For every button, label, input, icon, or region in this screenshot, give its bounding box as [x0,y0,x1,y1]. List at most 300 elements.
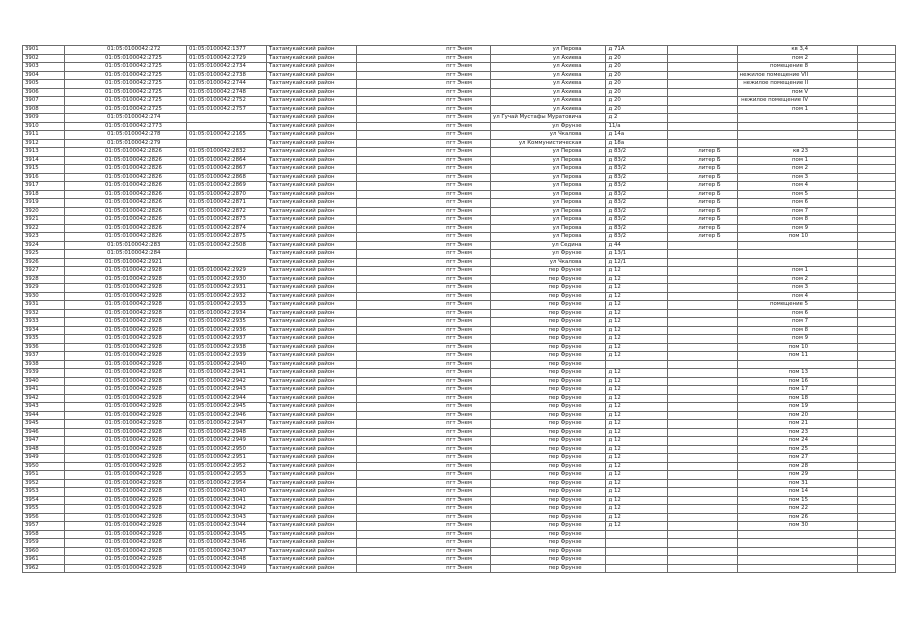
liter-cell [667,267,737,276]
house-cell: д 12 [605,454,667,463]
house-cell [605,360,667,369]
house-cell: д 20 [605,80,667,89]
house-cell: д 20 [605,63,667,72]
settlement-cell: пгт Энем [357,539,491,548]
cadastral-number-cell: 01:05:0100042:2928 [65,564,187,573]
extra-cell [858,216,896,225]
premises-cell: пом 23 [737,428,858,437]
cadastral-number-cell: 01:05:0100042:2826 [65,156,187,165]
district-cell: Тахтамукайский район [267,165,357,174]
table-row [23,190,896,199]
street-cell: ул Перова [491,216,606,225]
street-cell: пер Фрунзе [491,488,606,497]
table-row [23,360,896,369]
premises-cell: пом 1 [737,156,858,165]
liter-cell [667,105,737,114]
object-number-cell [187,122,267,131]
row-number-cell: 3946 [23,428,65,437]
premises-cell: пом 26 [737,513,858,522]
district-cell: Тахтамукайский район [267,301,357,310]
extra-cell [858,360,896,369]
liter-cell [667,250,737,259]
premises-cell [737,530,858,539]
table-row [23,377,896,386]
premises-cell [737,250,858,259]
district-cell: Тахтамукайский район [267,275,357,284]
liter-cell [667,386,737,395]
district-cell: Тахтамукайский район [267,182,357,191]
object-number-cell: 01:05:0100042:2947 [187,420,267,429]
cadastral-number-cell: 01:05:0100042:2928 [65,284,187,293]
settlement-cell: пгт Энем [357,292,491,301]
row-number-cell: 3933 [23,318,65,327]
cadastral-number-cell: 01:05:0100042:2928 [65,479,187,488]
premises-cell [737,547,858,556]
liter-cell [667,437,737,446]
extra-cell [858,88,896,97]
premises-cell: пом 16 [737,377,858,386]
extra-cell [858,352,896,361]
row-number-cell: 3913 [23,148,65,157]
house-cell: д 12 [605,403,667,412]
house-cell: д 12 [605,326,667,335]
house-cell [605,564,667,573]
district-cell: Тахтамукайский район [267,224,357,233]
settlement-cell: пгт Энем [357,105,491,114]
district-cell: Тахтамукайский район [267,318,357,327]
liter-cell [667,309,737,318]
table-row [23,122,896,131]
premises-cell: нежилое помещение II [737,80,858,89]
row-number-cell: 3958 [23,530,65,539]
liter-cell [667,326,737,335]
row-number-cell: 3919 [23,199,65,208]
premises-cell: пом 27 [737,454,858,463]
row-number-cell: 3909 [23,114,65,123]
street-cell: пер Фрунзе [491,326,606,335]
extra-cell [858,539,896,548]
house-cell: д 12 [605,335,667,344]
street-cell: ул Ахиева [491,80,606,89]
row-number-cell: 3920 [23,207,65,216]
table-row [23,80,896,89]
cadastral-number-cell: 01:05:0100042:2725 [65,97,187,106]
liter-cell [667,139,737,148]
object-number-cell: 01:05:0100042:2873 [187,216,267,225]
house-cell: д 12 [605,428,667,437]
liter-cell [667,454,737,463]
street-cell: пер Фрунзе [491,522,606,531]
premises-cell: пом 8 [737,216,858,225]
cadastral-number-cell: 01:05:0100042:2928 [65,403,187,412]
premises-cell: пом 1 [737,105,858,114]
district-cell: Тахтамукайский район [267,54,357,63]
table-row [23,369,896,378]
extra-cell [858,122,896,131]
row-number-cell: 3921 [23,216,65,225]
object-number-cell: 01:05:0100042:2949 [187,437,267,446]
table-row [23,148,896,157]
object-number-cell: 01:05:0100042:2867 [187,165,267,174]
liter-cell [667,547,737,556]
row-number-cell: 3923 [23,233,65,242]
row-number-cell: 3960 [23,547,65,556]
row-number-cell: 3910 [23,122,65,131]
object-number-cell: 01:05:0100042:3040 [187,488,267,497]
object-number-cell: 01:05:0100042:2937 [187,335,267,344]
district-cell: Тахтамукайский район [267,216,357,225]
street-cell: пер Фрунзе [491,556,606,565]
house-cell: д 12 [605,522,667,531]
row-number-cell: 3943 [23,403,65,412]
liter-cell: литер Б [667,190,737,199]
liter-cell: литер Б [667,224,737,233]
extra-cell [858,63,896,72]
district-cell: Тахтамукайский район [267,292,357,301]
row-number-cell: 3906 [23,88,65,97]
street-cell: ул Коммунистическая [491,139,606,148]
cadastral-number-cell: 01:05:0100042:2826 [65,216,187,225]
premises-cell: пом 1 [737,267,858,276]
district-cell: Тахтамукайский район [267,454,357,463]
table-row [23,513,896,522]
object-number-cell: 01:05:0100042:2930 [187,275,267,284]
liter-cell [667,462,737,471]
house-cell: д 12 [605,445,667,454]
street-cell: пер Фрунзе [491,309,606,318]
house-cell: д 12 [605,437,667,446]
premises-cell: помещение 8 [737,63,858,72]
row-number-cell: 3930 [23,292,65,301]
extra-cell [858,335,896,344]
extra-cell [858,547,896,556]
premises-cell: пом 9 [737,335,858,344]
premises-cell [737,258,858,267]
district-cell: Тахтамукайский район [267,411,357,420]
settlement-cell: пгт Энем [357,80,491,89]
object-number-cell: 01:05:0100042:1377 [187,46,267,55]
extra-cell [858,428,896,437]
row-number-cell: 3925 [23,250,65,259]
house-cell: д 12 [605,462,667,471]
house-cell: д 12 [605,411,667,420]
premises-cell: пом 24 [737,437,858,446]
district-cell: Тахтамукайский район [267,445,357,454]
settlement-cell: пгт Энем [357,97,491,106]
street-cell: ул Гучай Мустафы Муратовича [491,114,606,123]
house-cell: д 83/2 [605,233,667,242]
house-cell: д 44 [605,241,667,250]
street-cell: пер Фрунзе [491,513,606,522]
object-number-cell: 01:05:0100042:3043 [187,513,267,522]
house-cell [605,530,667,539]
liter-cell [667,131,737,140]
district-cell: Тахтамукайский район [267,326,357,335]
settlement-cell: пгт Энем [357,513,491,522]
row-number-cell: 3927 [23,267,65,276]
settlement-cell: пгт Энем [357,156,491,165]
district-cell: Тахтамукайский район [267,199,357,208]
object-number-cell: 01:05:0100042:2871 [187,199,267,208]
row-number-cell: 3934 [23,326,65,335]
premises-cell: пом 6 [737,309,858,318]
cadastral-number-cell: 01:05:0100042:2928 [65,394,187,403]
extra-cell [858,173,896,182]
cadastral-number-cell: 01:05:0100042:2928 [65,309,187,318]
settlement-cell: пгт Энем [357,224,491,233]
row-number-cell: 3956 [23,513,65,522]
object-number-cell: 01:05:0100042:2954 [187,479,267,488]
row-number-cell: 3911 [23,131,65,140]
district-cell: Тахтамукайский район [267,369,357,378]
liter-cell [667,428,737,437]
extra-cell [858,250,896,259]
row-number-cell: 3901 [23,46,65,55]
cadastral-number-cell: 01:05:0100042:2928 [65,454,187,463]
cadastral-number-cell: 01:05:0100042:2928 [65,343,187,352]
extra-cell [858,224,896,233]
row-number-cell: 3903 [23,63,65,72]
table-row [23,131,896,140]
settlement-cell: пгт Энем [357,352,491,361]
table-row [23,386,896,395]
house-cell: д 20 [605,71,667,80]
settlement-cell: пгт Энем [357,411,491,420]
settlement-cell: пгт Энем [357,496,491,505]
cadastral-number-cell: 01:05:0100042:2826 [65,148,187,157]
cadastral-number-cell: 01:05:0100042:2928 [65,292,187,301]
district-cell: Тахтамукайский район [267,97,357,106]
settlement-cell: пгт Энем [357,479,491,488]
row-number-cell: 3944 [23,411,65,420]
premises-cell: пом 7 [737,318,858,327]
extra-cell [858,54,896,63]
district-cell: Тахтамукайский район [267,360,357,369]
liter-cell: литер Б [667,199,737,208]
settlement-cell: пгт Энем [357,377,491,386]
cadastral-number-cell: 01:05:0100042:279 [65,139,187,148]
table-row [23,454,896,463]
street-cell: пер Фрунзе [491,530,606,539]
table-row [23,335,896,344]
row-number-cell: 3914 [23,156,65,165]
settlement-cell: пгт Энем [357,88,491,97]
district-cell: Тахтамукайский район [267,139,357,148]
street-cell: пер Фрунзе [491,454,606,463]
premises-cell: пом 22 [737,505,858,514]
object-number-cell: 01:05:0100042:3049 [187,564,267,573]
street-cell: пер Фрунзе [491,411,606,420]
row-number-cell: 3962 [23,564,65,573]
extra-cell [858,462,896,471]
house-cell: д 12 [605,309,667,318]
district-cell: Тахтамукайский район [267,462,357,471]
premises-cell: пом 17 [737,386,858,395]
district-cell: Тахтамукайский район [267,71,357,80]
cadastral-number-cell: 01:05:0100042:2928 [65,335,187,344]
row-number-cell: 3929 [23,284,65,293]
extra-cell [858,513,896,522]
table-row [23,46,896,55]
house-cell: д 12 [605,505,667,514]
object-number-cell: 01:05:0100042:2942 [187,377,267,386]
settlement-cell: пгт Энем [357,216,491,225]
street-cell: пер Фрунзе [491,275,606,284]
table-row [23,539,896,548]
district-cell: Тахтамукайский район [267,386,357,395]
row-number-cell: 3939 [23,369,65,378]
table-row [23,216,896,225]
settlement-cell: пгт Энем [357,114,491,123]
district-cell: Тахтамукайский район [267,148,357,157]
house-cell: д 12 [605,352,667,361]
extra-cell [858,71,896,80]
liter-cell [667,258,737,267]
cadastral-number-cell: 01:05:0100042:2921 [65,258,187,267]
table-row [23,530,896,539]
table-row [23,411,896,420]
object-number-cell: 01:05:0100042:2508 [187,241,267,250]
object-number-cell: 01:05:0100042:2948 [187,428,267,437]
object-number-cell [187,258,267,267]
object-number-cell: 01:05:0100042:2734 [187,63,267,72]
cadastral-number-cell: 01:05:0100042:2928 [65,445,187,454]
house-cell: д 71А [605,46,667,55]
object-number-cell: 01:05:0100042:2945 [187,403,267,412]
liter-cell [667,505,737,514]
object-number-cell: 01:05:0100042:2941 [187,369,267,378]
object-number-cell: 01:05:0100042:2165 [187,131,267,140]
table-row [23,233,896,242]
settlement-cell: пгт Энем [357,71,491,80]
premises-cell: пом 8 [737,326,858,335]
district-cell: Тахтамукайский район [267,258,357,267]
extra-cell [858,284,896,293]
cadastral-number-cell: 01:05:0100042:2928 [65,488,187,497]
cadastral-number-cell: 01:05:0100042:2826 [65,207,187,216]
row-number-cell: 3945 [23,420,65,429]
house-cell: д 83/2 [605,190,667,199]
table-row [23,284,896,293]
premises-cell: пом 28 [737,462,858,471]
house-cell: д 12 [605,479,667,488]
table-row [23,505,896,514]
cadastral-number-cell: 01:05:0100042:2725 [65,54,187,63]
district-cell: Тахтамукайский район [267,46,357,55]
cadastral-number-cell: 01:05:0100042:2928 [65,547,187,556]
table-row [23,309,896,318]
liter-cell [667,46,737,55]
extra-cell [858,131,896,140]
object-number-cell: 01:05:0100042:2869 [187,182,267,191]
street-cell: ул Ахиева [491,71,606,80]
house-cell: д 12 [605,496,667,505]
premises-cell: пом 13 [737,369,858,378]
extra-cell [858,199,896,208]
row-number-cell: 3918 [23,190,65,199]
street-cell: пер Фрунзе [491,377,606,386]
house-cell: д 12 [605,471,667,480]
street-cell: ул Перова [491,46,606,55]
extra-cell [858,258,896,267]
liter-cell: литер Б [667,182,737,191]
house-cell: д 12/1 [605,258,667,267]
liter-cell: литер Б [667,173,737,182]
liter-cell [667,488,737,497]
premises-cell: пом 5 [737,190,858,199]
extra-cell [858,241,896,250]
street-cell: пер Фрунзе [491,352,606,361]
district-cell: Тахтамукайский район [267,530,357,539]
table-row [23,462,896,471]
extra-cell [858,165,896,174]
house-cell: д 20 [605,88,667,97]
extra-cell [858,369,896,378]
premises-cell: пом 25 [737,445,858,454]
district-cell: Тахтамукайский район [267,105,357,114]
row-number-cell: 3915 [23,165,65,174]
street-cell: пер Фрунзе [491,547,606,556]
settlement-cell: пгт Энем [357,284,491,293]
premises-cell: пом 6 [737,199,858,208]
premises-cell: пом 4 [737,292,858,301]
table-row [23,199,896,208]
premises-cell: нежилое помещение VII [737,71,858,80]
cadastral-number-cell: 01:05:0100042:2928 [65,275,187,284]
cadastral-number-cell: 01:05:0100042:2928 [65,301,187,310]
liter-cell [667,394,737,403]
extra-cell [858,522,896,531]
liter-cell [667,556,737,565]
premises-cell [737,241,858,250]
liter-cell [667,122,737,131]
district-cell: Тахтамукайский район [267,488,357,497]
liter-cell [667,377,737,386]
house-cell: д 20 [605,105,667,114]
district-cell: Тахтамукайский район [267,309,357,318]
table-row [23,114,896,123]
table-row [23,547,896,556]
cadastral-number-cell: 01:05:0100042:2826 [65,233,187,242]
district-cell: Тахтамукайский район [267,343,357,352]
row-number-cell: 3941 [23,386,65,395]
liter-cell [667,335,737,344]
settlement-cell: пгт Энем [357,233,491,242]
premises-cell: пом 7 [737,207,858,216]
settlement-cell: пгт Энем [357,199,491,208]
house-cell: д 83/2 [605,216,667,225]
house-cell: д 14а [605,131,667,140]
liter-cell [667,80,737,89]
liter-cell: литер Б [667,165,737,174]
liter-cell [667,403,737,412]
table-row [23,275,896,284]
extra-cell [858,556,896,565]
settlement-cell: пгт Энем [357,369,491,378]
object-number-cell: 01:05:0100042:2748 [187,88,267,97]
object-number-cell: 01:05:0100042:2950 [187,445,267,454]
settlement-cell: пгт Энем [357,54,491,63]
street-cell: пер Фрунзе [491,420,606,429]
extra-cell [858,233,896,242]
settlement-cell: пгт Энем [357,428,491,437]
street-cell: пер Фрунзе [491,369,606,378]
table-row [23,564,896,573]
district-cell: Тахтамукайский район [267,80,357,89]
district-cell: Тахтамукайский район [267,241,357,250]
district-cell: Тахтамукайский район [267,63,357,72]
premises-cell: пом 2 [737,165,858,174]
